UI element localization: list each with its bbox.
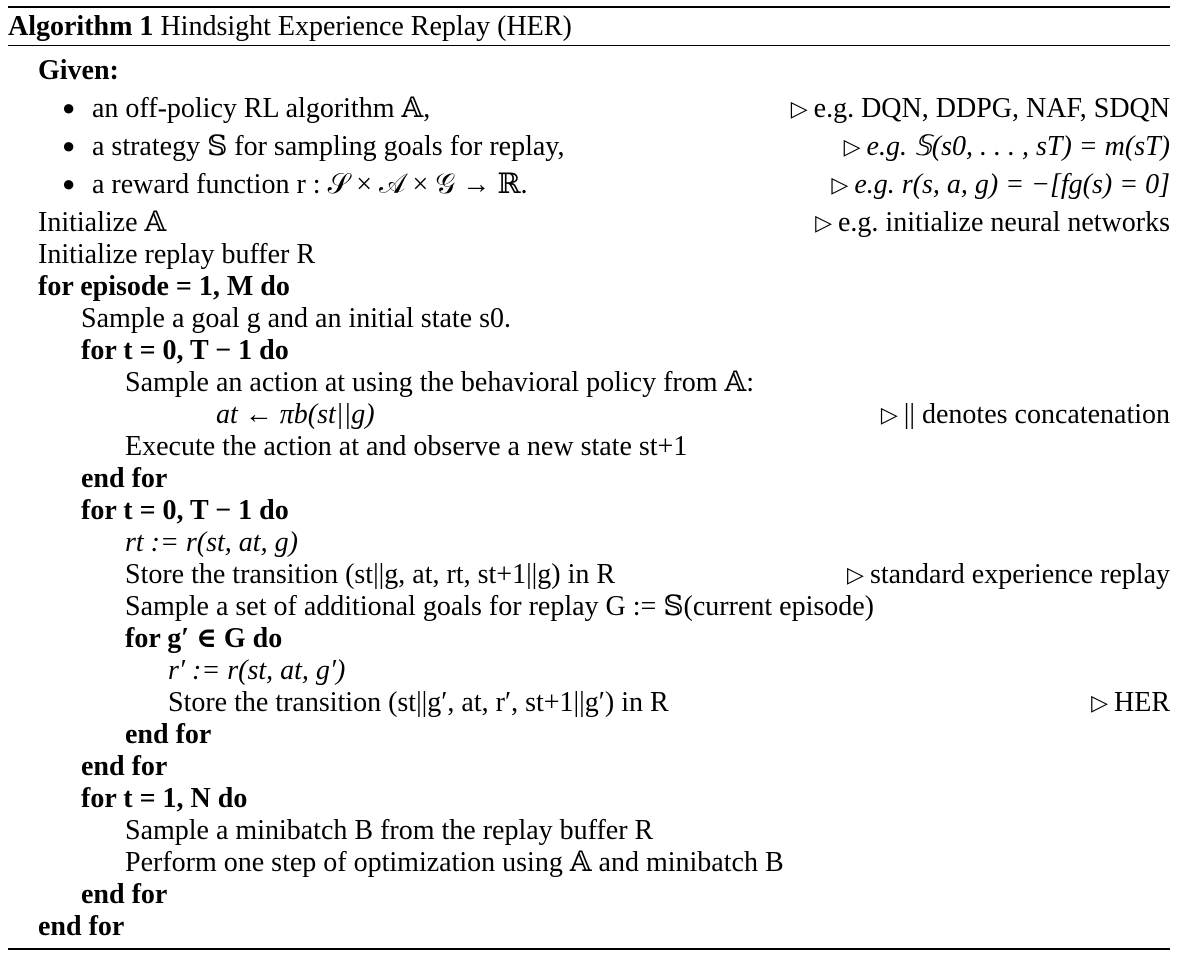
comment-triangle-icon: ▷ [847, 562, 864, 587]
line-sample-action: Sample an action at using the behavioral policy from 𝔸: [125, 367, 755, 398]
comment-algorithm: ▷ e.g. DQN, DDPG, NAF, SDQN [790, 93, 1170, 124]
comment-triangle-icon: ▷ [880, 402, 898, 427]
bullet-icon: ● [62, 95, 76, 120]
comment-triangle-icon: ▷ [815, 210, 832, 235]
top-rule [8, 6, 1170, 8]
line-sample-goals: Sample a set of additional goals for replay G := 𝕊(current episode) [125, 591, 874, 622]
caption-rule [8, 45, 1170, 46]
line-minibatch: Sample a minibatch B from the replay buffer R [125, 815, 654, 846]
comment-strategy: ▷ e.g. 𝕊(s0, . . . , sT) = m(sT) [843, 131, 1170, 162]
line-reward-her: r′ := r(st, at, g′) [168, 655, 346, 686]
line-for-episode: for episode = 1, M do [38, 271, 290, 302]
line-reward: rt := r(st, at, g) [125, 527, 298, 558]
comment-triangle-icon: ▷ [1091, 690, 1108, 715]
bullet-reward [62, 168, 528, 202]
comment-init: ▷ e.g. initialize neural networks [815, 207, 1170, 238]
bullet-text: a strategy 𝕊 for sampling goals for replay, [92, 131, 565, 162]
algorithm-title: Hindsight Experience Replay (HER) [160, 11, 572, 42]
algorithm-caption [8, 10, 572, 44]
line-store-her: Store the transition (st||g′, at, r′, st+1||g′) in R [168, 687, 669, 718]
bottom-rule [8, 948, 1170, 950]
line-for-t-optimize: for t = 1, N do [81, 783, 248, 814]
line-for-goal: for g′ ∈ G do [125, 623, 283, 654]
line-optimize: Perform one step of optimization using 𝔸 and minibatch B [125, 847, 784, 878]
comment-store: ▷ standard experience replay [847, 559, 1170, 590]
comment-reward: ▷ e.g. r(s, a, g) = −[fg(s) = 0] [831, 169, 1170, 200]
comment-policy: ▷ || denotes concatenation [880, 399, 1170, 430]
bullet-icon: ● [62, 171, 76, 196]
comment-triangle-icon: ▷ [843, 134, 861, 159]
line-end-for-store: end for [81, 751, 168, 782]
line-end-for-optimize: end for [81, 879, 168, 910]
given-heading: Given: [38, 55, 119, 86]
comment-triangle-icon: ▷ [790, 96, 808, 121]
bullet-text: an off-policy RL algorithm 𝔸, [92, 93, 431, 124]
line-policy: at ← πb(st||g) [216, 399, 375, 430]
line-init-algorithm: Initialize 𝔸 [38, 207, 167, 238]
line-store: Store the transition (st||g, at, rt, st+1||g) in R [125, 559, 616, 590]
bullet-icon: ● [62, 133, 76, 158]
comment-triangle-icon: ▷ [831, 172, 849, 197]
bullet-strategy [62, 130, 565, 164]
line-for-t-rollout: for t = 0, T − 1 do [81, 335, 289, 366]
line-end-for-rollout: end for [81, 463, 168, 494]
bullet-text: a reward function r : 𝒮 × 𝒜 × 𝒢 → ℝ. [92, 169, 528, 200]
algorithm-label: Algorithm 1 [8, 11, 154, 42]
line-sample-goal: Sample a goal g and an initial state s0. [81, 303, 512, 334]
line-execute: Execute the action at and observe a new state st+1 [125, 431, 688, 462]
comment-her: ▷ HER [1091, 687, 1170, 718]
line-init-buffer: Initialize replay buffer R [38, 239, 316, 270]
line-end-for-episode: end for [38, 911, 125, 942]
bullet-algorithm [62, 92, 430, 126]
line-for-t-store: for t = 0, T − 1 do [81, 495, 289, 526]
line-end-for-goal: end for [125, 719, 212, 750]
